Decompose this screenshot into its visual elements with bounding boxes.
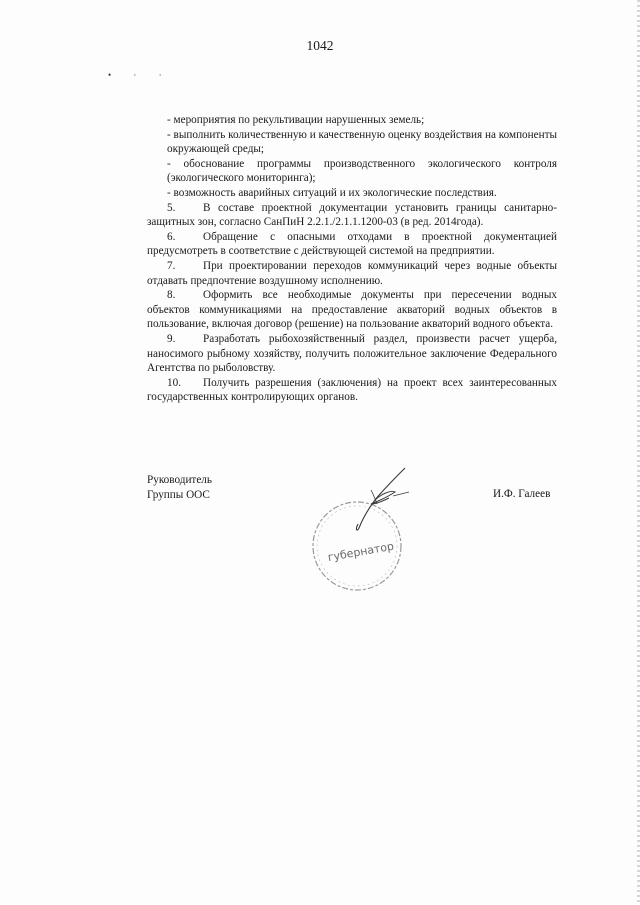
numbered-item (147, 259, 557, 288)
item-text: При проектировании переходов коммуникаций через водные объекты отдавать предпочтение воздушному исполнению. (147, 259, 557, 287)
numbered-item (147, 201, 557, 230)
scan-specks: • · · (108, 70, 172, 80)
item-text: Оформить все необходимые документы при пересечении водных объектов коммуникациями на предоставление акваторий водных объектов в пользование, включая договор (решение) на пользование акваторий водного объекта. (147, 289, 557, 331)
stamp-seal (305, 460, 415, 600)
item-number: 9. (167, 332, 176, 345)
item-number: 10. (167, 376, 181, 389)
signatory-title-line1: Руководитель (147, 474, 212, 486)
item-text: - возможность аварийных ситуаций и их экологические последствия. (167, 186, 497, 199)
item-text: - обоснование программы производственного экологического контроля (экологического мониторинга); (167, 157, 557, 185)
bullet-item (147, 157, 557, 186)
item-text: Разработать рыбохозяйственный раздел, произвести расчет ущерба, наносимого рыбному хозяйству, получить положительное заключение Федерального Агентства по рыболовству. (147, 332, 557, 375)
signatory-title-line2: Группы ООС (147, 489, 210, 501)
numbered-item (147, 288, 557, 332)
item-text: - выполнить количественную и качественную оценку воздействия на компоненты окружающей среды; (167, 128, 557, 156)
numbered-item (147, 332, 557, 376)
item-number: 8. (167, 289, 176, 302)
signer-name: И.Ф. Галеев (493, 488, 551, 500)
numbered-item (147, 376, 557, 405)
stamp-text: губернатор (326, 539, 395, 565)
bullet-item (147, 128, 557, 157)
item-number: 6. (167, 230, 176, 243)
document-body (147, 113, 557, 405)
item-text: - мероприятия по рекультивации нарушенных земель; (167, 114, 425, 126)
signatory-title (147, 473, 212, 503)
bullet-item (147, 113, 557, 128)
numbered-item (147, 230, 557, 259)
item-number: 7. (167, 259, 176, 272)
item-text: Обращение с опасными отходами в проектной документацией предусмотреть в соответствие с действующей системой на предприятии. (147, 230, 557, 258)
item-number: 5. (167, 201, 176, 214)
bullet-item (147, 186, 557, 201)
page-number: 1042 (306, 38, 334, 53)
item-text: В составе проектной документации установить границы санитарно-защитных зон, согласно СанПиН 2.2.1./2.1.1.1200-03 (в ред. 2014года). (147, 201, 557, 229)
signature-stroke (356, 468, 405, 530)
stamp-and-signature (305, 460, 415, 600)
item-text: Получить разрешения (заключения) на проект всех заинтересованных государственных контролирующих органов. (147, 376, 557, 404)
